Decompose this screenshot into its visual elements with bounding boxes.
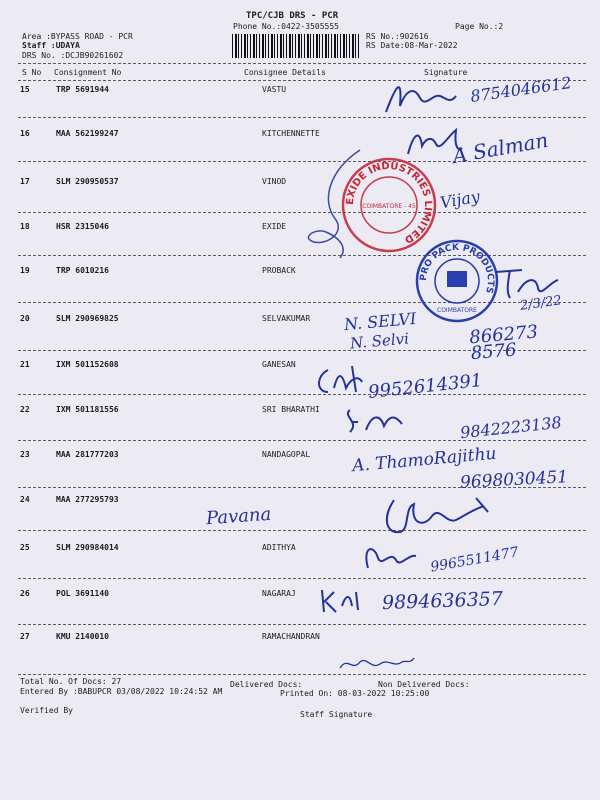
row-consignment: SLM 290950537 [56,177,119,186]
signature-row26 [316,586,366,616]
row-sno: 24 [20,495,30,504]
handwritten-name: N. SELVI [343,308,418,335]
row-consignee: KITCHENNETTE [262,129,320,138]
row-divider [18,302,586,303]
signature-row22 [340,400,410,440]
handwritten-name: N. Selvi [349,329,410,353]
proback-stamp-city: COIMBATORE [437,307,477,314]
handwritten-name: A. ThamoRajithu [351,443,498,477]
signature-row21 [312,362,372,398]
non-delivered-docs: Non Delivered Docs: [378,680,470,689]
staff-label: Staff :UDAYA [22,41,80,50]
row-divider [18,624,586,625]
row-consignment: MAA 281777203 [56,450,119,459]
row-consignment: TRP 5691944 [56,85,109,94]
row-divider [18,530,586,531]
rs-date: RS Date:08-Mar-2022 [366,41,458,50]
row-consignee: VINOD [262,177,287,186]
handwritten-phone: 9965511477 [429,544,520,576]
row-consignment: SLM 290984014 [56,543,119,552]
page-number: Page No.:2 [455,22,504,31]
row-consignee: VASTU [262,85,287,94]
handwritten-phone: 9952614391 [367,370,484,403]
row-consignee: PROBACK [262,266,296,275]
signature-row18 [300,140,390,270]
handwritten-name: A Salman [450,127,550,169]
total-docs: Total No. Of Docs: 27 [20,677,122,686]
row-consignment: MAA 562199247 [56,129,119,138]
handwritten-phone: 8754046612 [469,73,573,106]
divider [18,674,586,675]
row-sno: 21 [20,360,30,369]
row-consignee: NANDAGOPAL [262,450,311,459]
col-sno: S No [22,68,42,77]
phone-number: Phone No.:0422-3505555 [233,22,339,31]
row-sno: 19 [20,266,30,275]
divider [18,63,586,64]
row-consignment: TRP 6010216 [56,266,109,275]
row-divider [18,440,586,441]
staff-signature: Staff Signature [300,710,373,719]
row-consignment: HSR 2315046 [56,222,109,231]
col-consignment: Consignment No [54,68,122,77]
col-consignee: Consignee Details [244,68,326,77]
row-sno: 15 [20,85,30,94]
row-sno: 16 [20,129,30,138]
handwritten-phone: 9698030451 [459,467,569,493]
handwritten-phone: 866273 8576 [468,321,539,365]
row-consignee: GANESAN [262,360,296,369]
barcode [232,34,360,58]
row-sno: 27 [20,632,30,641]
row-consignee: NAGARAJ [262,589,296,598]
row-sno: 22 [20,405,30,414]
divider [18,80,586,81]
row-consignee: EXIDE [262,222,287,231]
document-title: TPC/CJB DRS - PCR [246,11,339,21]
row-consignee: ADITHYA [262,543,296,552]
handwritten-phone: 9894636357 [381,587,504,615]
signature-row24 [380,494,500,540]
handwritten-date: 2/3/22 [519,293,563,314]
row-divider [18,117,586,118]
row-divider [18,394,586,395]
row-consignment: IXM 501181556 [56,405,119,414]
signature-row25 [360,540,420,576]
drs-number: DRS No. :DCJB90261602 [22,51,124,60]
delivered-docs: Delivered Docs: [230,680,303,689]
row-divider [18,578,586,579]
handwritten-sign: Vijay [438,186,482,213]
exide-stamp-city: COIMBATORE - 45 [362,203,416,210]
row-consignee: RAMACHANDRAN [262,632,320,641]
exide-stamp-text: EXIDE INDUSTRIES LIMITED [344,160,434,245]
verified-by: Verified By [20,706,73,715]
row-sno: 18 [20,222,30,231]
area-label: Area :BYPASS ROAD - PCR [22,32,133,41]
row-consignee: SELVAKUMAR [262,314,311,323]
row-sno: 26 [20,589,30,598]
row-consignee: SRI BHARATHI [262,405,320,414]
row-consignment: IXM 501152608 [56,360,119,369]
col-signature: Signature [424,68,468,77]
row-sno: 25 [20,543,30,552]
printed-on: Printed On: 08-03-2022 10:25:00 [280,689,430,698]
row-sno: 23 [20,450,30,459]
row-consignment: POL 3691140 [56,589,109,598]
signature-row15 [380,76,460,120]
row-consignment: SLM 290969825 [56,314,119,323]
handwritten-name: Pavana [205,503,272,530]
row-sno: 17 [20,177,30,186]
row-sno: 20 [20,314,30,323]
row-consignment: MAA 277295793 [56,495,119,504]
proback-stamp-text: PRO PACK PRODUCTS [418,242,496,295]
handwritten-phone: 9842223138 [459,412,563,443]
entered-by: Entered By :BABUPCR 03/08/2022 10:24:52 AM [20,687,223,696]
proback-stamp [414,238,500,324]
signature-row27 [336,650,416,676]
rs-number: RS No.:902616 [366,32,429,41]
row-consignment: KMU 2140010 [56,632,109,641]
